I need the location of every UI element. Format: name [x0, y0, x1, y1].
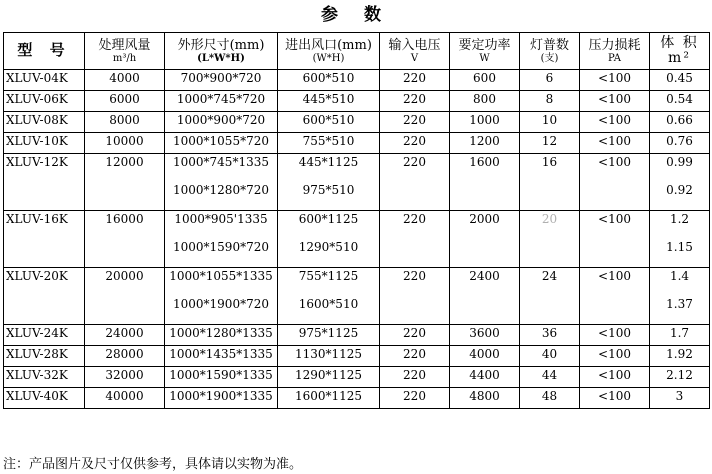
cell-port-line: 755*510: [302, 134, 355, 148]
cell-lamps: [520, 367, 580, 388]
cell-pressure: [580, 70, 650, 91]
cell-pressure-text: <100: [598, 113, 631, 127]
cell-power-text: 1000: [469, 113, 500, 127]
cell-model: [4, 388, 85, 409]
cell-model-text: XLUV-12K: [6, 155, 68, 169]
header-model: 型 号: [4, 33, 85, 70]
cell-lamps-text: 16: [541, 155, 558, 169]
cell-volume: [650, 346, 710, 367]
cell-voltage-text: 220: [403, 389, 426, 403]
cell-pressure: [580, 325, 650, 346]
table-row: [4, 70, 710, 91]
cell-model: [4, 70, 85, 91]
table-body: [4, 70, 710, 409]
cell-volume: [650, 325, 710, 346]
cell-airflow-text: 8000: [109, 113, 140, 127]
cell-pressure-text: <100: [598, 134, 631, 148]
cell-port: [278, 367, 380, 388]
cell-airflow-text: 4000: [109, 71, 140, 85]
cell-dimensions-line: 1000*1435*1335: [169, 347, 273, 361]
cell-dimensions: [165, 367, 278, 388]
cell-port: [278, 268, 380, 325]
cell-voltage: [380, 112, 450, 133]
cell-port-line: 445*510: [302, 92, 355, 106]
cell-model: [4, 91, 85, 112]
cell-lamps-text: 48: [541, 389, 558, 403]
cell-dimensions-line: 1000*745*720: [176, 92, 266, 106]
cell-model-text: XLUV-32K: [6, 368, 68, 382]
cell-dimensions-line: 1000*1280*720: [173, 183, 269, 197]
cell-voltage: [380, 211, 450, 268]
cell-lamps-text: 36: [541, 326, 558, 340]
cell-dimensions-line: 1000*905'1335: [174, 212, 268, 226]
header-dimensions: 外形尺寸(mm) (L*W*H): [165, 33, 278, 70]
cell-volume: [650, 133, 710, 154]
cell-volume-line: 2.12: [666, 368, 693, 382]
cell-dimensions-line: 1000*745*1335: [173, 155, 269, 169]
cell-volume-line: 0.45: [666, 71, 693, 85]
cell-volume: [650, 388, 710, 409]
table-row: [4, 154, 710, 211]
cell-port-line: 1600*510: [298, 297, 359, 311]
table-row: [4, 211, 710, 268]
cell-airflow-text: 24000: [105, 326, 144, 340]
cell-port: [278, 70, 380, 91]
cell-dimensions: [165, 388, 278, 409]
cell-power-text: 4000: [469, 347, 500, 361]
cell-lamps: [520, 211, 580, 268]
cell-power: [450, 325, 520, 346]
cell-dimensions: [165, 112, 278, 133]
cell-lamps: [520, 154, 580, 211]
cell-pressure-text: <100: [598, 269, 631, 283]
cell-model-text: XLUV-10K: [6, 134, 68, 148]
cell-pressure: [580, 154, 650, 211]
cell-power: [450, 367, 520, 388]
cell-port: [278, 133, 380, 154]
cell-port: [278, 91, 380, 112]
cell-dimensions-line: 1000*1590*1335: [169, 368, 273, 382]
cell-voltage-text: 220: [403, 212, 426, 226]
cell-pressure: [580, 211, 650, 268]
cell-volume-line: 0.76: [666, 134, 693, 148]
cell-volume-line: 0.66: [666, 113, 693, 127]
cell-dimensions-line: 1000*1590*720: [173, 240, 269, 254]
cell-port-line: 1290*1125: [294, 368, 363, 382]
cell-port: [278, 346, 380, 367]
cell-airflow: [85, 346, 165, 367]
table-row: [4, 325, 710, 346]
cell-lamps: [520, 346, 580, 367]
cell-dimensions-line: 700*900*720: [180, 71, 262, 85]
cell-volume: [650, 112, 710, 133]
cell-airflow-text: 12000: [105, 155, 144, 169]
cell-lamps-text: 10: [541, 113, 558, 127]
cell-port-line: 975*510: [302, 183, 355, 197]
header-power: 要定功率 W: [450, 33, 520, 70]
cell-volume: [650, 154, 710, 211]
cell-lamps: [520, 70, 580, 91]
cell-dimensions: [165, 325, 278, 346]
cell-pressure-text: <100: [598, 389, 631, 403]
cell-dimensions: [165, 91, 278, 112]
cell-lamps: [520, 388, 580, 409]
cell-airflow: [85, 154, 165, 211]
cell-power-text: 3600: [469, 326, 500, 340]
cell-volume-line: 0.99: [666, 155, 693, 169]
cell-airflow: [85, 112, 165, 133]
cell-model: [4, 268, 85, 325]
cell-lamps-text: 20: [541, 212, 558, 226]
cell-model-text: XLUV-06K: [6, 92, 68, 106]
cell-voltage: [380, 346, 450, 367]
cell-airflow: [85, 388, 165, 409]
cell-power-text: 4400: [469, 368, 500, 382]
table-row: [4, 388, 710, 409]
cell-voltage-text: 220: [403, 92, 426, 106]
cell-port-line: 600*510: [302, 71, 355, 85]
cell-voltage-text: 220: [403, 113, 426, 127]
table-row: [4, 133, 710, 154]
cell-volume: [650, 91, 710, 112]
cell-port-line: 1600*1125: [294, 389, 363, 403]
cell-pressure: [580, 367, 650, 388]
cell-port: [278, 211, 380, 268]
cell-voltage-text: 220: [403, 347, 426, 361]
cell-power: [450, 91, 520, 112]
cell-volume-line: 1.4: [669, 269, 690, 283]
cell-voltage: [380, 133, 450, 154]
cell-port-line: 1130*1125: [294, 347, 363, 361]
cell-pressure-text: <100: [598, 155, 631, 169]
cell-airflow: [85, 133, 165, 154]
cell-dimensions-line: 1000*1055*720: [173, 134, 269, 148]
cell-lamps-text: 24: [541, 269, 558, 283]
cell-port-line: 600*1125: [298, 212, 359, 226]
cell-voltage-text: 220: [403, 71, 426, 85]
cell-power-text: 1200: [469, 134, 500, 148]
cell-voltage: [380, 154, 450, 211]
cell-lamps: [520, 91, 580, 112]
cell-volume: [650, 70, 710, 91]
cell-volume-line: 1.92: [666, 347, 693, 361]
cell-pressure: [580, 268, 650, 325]
cell-volume-line: 1.2: [669, 212, 690, 226]
cell-pressure: [580, 133, 650, 154]
cell-pressure-text: <100: [598, 212, 631, 226]
cell-port: [278, 154, 380, 211]
cell-model: [4, 211, 85, 268]
cell-voltage: [380, 325, 450, 346]
cell-power: [450, 268, 520, 325]
cell-voltage-text: 220: [403, 155, 426, 169]
cell-airflow: [85, 325, 165, 346]
cell-airflow: [85, 211, 165, 268]
cell-volume-line: 3: [675, 389, 684, 403]
cell-airflow-text: 32000: [105, 368, 144, 382]
cell-voltage: [380, 70, 450, 91]
cell-port-line: 755*1125: [298, 269, 359, 283]
cell-airflow: [85, 367, 165, 388]
cell-port-line: 975*1125: [298, 326, 359, 340]
cell-volume: [650, 367, 710, 388]
cell-lamps-text: 6: [545, 71, 554, 85]
cell-power-text: 4800: [469, 389, 500, 403]
cell-power: [450, 112, 520, 133]
cell-model-text: XLUV-04K: [6, 71, 68, 85]
cell-voltage-text: 220: [403, 368, 426, 382]
cell-dimensions-line: 1000*1280*1335: [169, 326, 273, 340]
cell-pressure-text: <100: [598, 368, 631, 382]
cell-port: [278, 388, 380, 409]
header-volume: 体 积 m²: [650, 33, 710, 70]
cell-airflow: [85, 268, 165, 325]
table-row: [4, 268, 710, 325]
cell-port: [278, 112, 380, 133]
header-lamps: 灯普数 (支): [520, 33, 580, 70]
cell-lamps-text: 12: [541, 134, 558, 148]
cell-voltage-text: 220: [403, 326, 426, 340]
cell-power-text: 2400: [469, 269, 500, 283]
cell-pressure-text: <100: [598, 347, 631, 361]
cell-volume-line: 1.15: [666, 240, 693, 254]
cell-airflow-text: 6000: [109, 92, 140, 106]
table-row: [4, 112, 710, 133]
header-pressure: 压力损耗 PA: [580, 33, 650, 70]
footnote: 注：产品图片及尺寸仅供参考，具体请以实物为准。: [3, 457, 303, 472]
cell-model-text: XLUV-24K: [6, 326, 68, 340]
table-row: [4, 346, 710, 367]
cell-dimensions: [165, 133, 278, 154]
cell-dimensions-line: 1000*1900*720: [173, 297, 269, 311]
cell-model-text: XLUV-40K: [6, 389, 68, 403]
cell-model: [4, 346, 85, 367]
table-row: [4, 367, 710, 388]
cell-voltage-text: 220: [403, 134, 426, 148]
header-airflow: 处理风量 m³/h: [85, 33, 165, 70]
cell-dimensions-line: 1000*1055*1335: [169, 269, 273, 283]
cell-power: [450, 211, 520, 268]
cell-lamps-text: 40: [541, 347, 558, 361]
cell-power: [450, 346, 520, 367]
cell-volume-line: 1.7: [669, 326, 690, 340]
cell-airflow: [85, 91, 165, 112]
cell-airflow-text: 16000: [105, 212, 144, 226]
cell-voltage-text: 220: [403, 269, 426, 283]
cell-power-text: 2000: [469, 212, 500, 226]
cell-dimensions-line: 1000*1900*1335: [169, 389, 273, 403]
cell-pressure: [580, 388, 650, 409]
page-title: 参 数: [321, 5, 391, 25]
cell-power: [450, 133, 520, 154]
cell-dimensions: [165, 268, 278, 325]
cell-lamps-text: 44: [541, 368, 558, 382]
cell-volume: [650, 211, 710, 268]
cell-lamps: [520, 133, 580, 154]
cell-voltage: [380, 91, 450, 112]
cell-model: [4, 325, 85, 346]
cell-dimensions: [165, 70, 278, 91]
cell-dimensions: [165, 346, 278, 367]
table-row: [4, 91, 710, 112]
cell-model: [4, 112, 85, 133]
cell-volume-line: 0.54: [666, 92, 693, 106]
cell-port: [278, 325, 380, 346]
cell-pressure-text: <100: [598, 326, 631, 340]
cell-airflow-text: 10000: [105, 134, 144, 148]
cell-model-text: XLUV-28K: [6, 347, 68, 361]
cell-voltage: [380, 388, 450, 409]
cell-airflow-text: 20000: [105, 269, 144, 283]
cell-pressure: [580, 346, 650, 367]
cell-power: [450, 70, 520, 91]
cell-power: [450, 388, 520, 409]
cell-volume-line: 0.92: [666, 183, 693, 197]
cell-pressure: [580, 112, 650, 133]
cell-port-line: 1290*510: [298, 240, 359, 254]
cell-voltage: [380, 367, 450, 388]
cell-power: [450, 154, 520, 211]
cell-lamps: [520, 112, 580, 133]
cell-model-text: XLUV-16K: [6, 212, 68, 226]
cell-voltage: [380, 268, 450, 325]
cell-power-text: 800: [473, 92, 496, 106]
cell-power-text: 1600: [469, 155, 500, 169]
header-voltage: 输入电压 V: [380, 33, 450, 70]
header-port: 进出风口(mm) (W*H): [278, 33, 380, 70]
cell-pressure-text: <100: [598, 92, 631, 106]
cell-volume: [650, 268, 710, 325]
cell-lamps-text: 8: [545, 92, 554, 106]
cell-lamps: [520, 325, 580, 346]
cell-airflow: [85, 70, 165, 91]
cell-volume-line: 1.37: [666, 297, 693, 311]
cell-dimensions-line: 1000*900*720: [176, 113, 266, 127]
cell-lamps: [520, 268, 580, 325]
cell-airflow-text: 40000: [105, 389, 144, 403]
header-row: [4, 33, 710, 70]
cell-model-text: XLUV-08K: [6, 113, 68, 127]
cell-pressure: [580, 91, 650, 112]
spec-table: [3, 32, 710, 409]
cell-power-text: 600: [473, 71, 496, 85]
cell-model-text: XLUV-20K: [6, 269, 68, 283]
cell-pressure-text: <100: [598, 71, 631, 85]
cell-port-line: 600*510: [302, 113, 355, 127]
cell-port-line: 445*1125: [298, 155, 359, 169]
cell-model: [4, 133, 85, 154]
cell-dimensions: [165, 154, 278, 211]
cell-model: [4, 154, 85, 211]
cell-airflow-text: 28000: [105, 347, 144, 361]
cell-dimensions: [165, 211, 278, 268]
cell-model: [4, 367, 85, 388]
